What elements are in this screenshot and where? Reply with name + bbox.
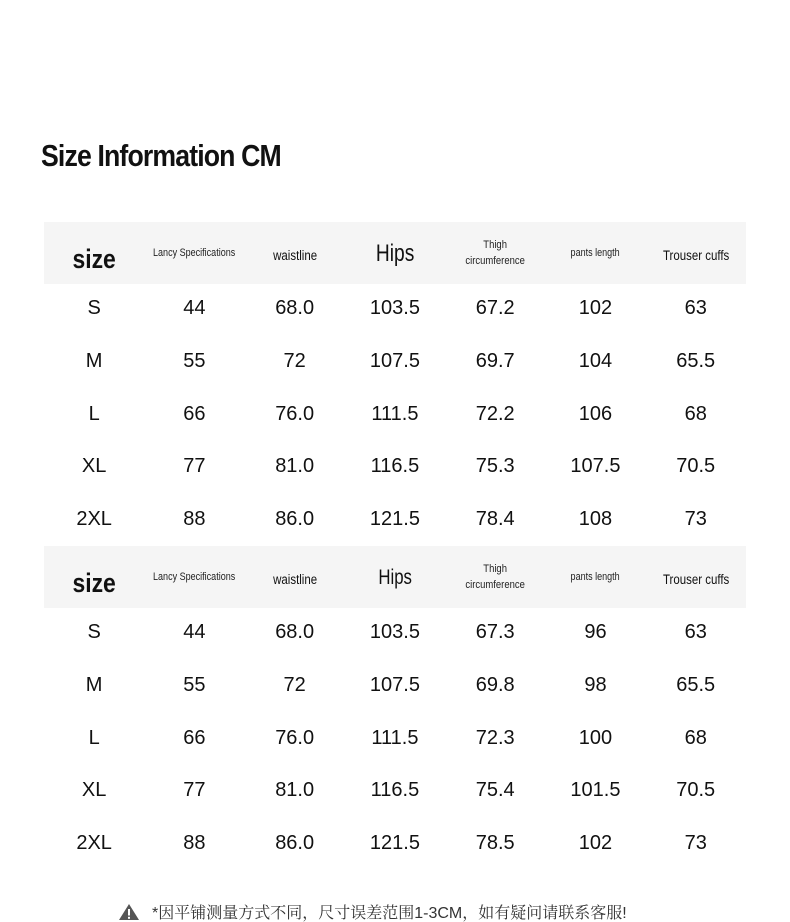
cell-size: XL (81, 778, 107, 801)
cell-pants-length: 98 (584, 673, 607, 696)
cell-lancy-spec: 55 (183, 349, 206, 372)
cell-pants-length: 107.5 (570, 454, 621, 477)
header-thigh-line1: Thigh (483, 563, 508, 575)
cell-lancy-spec: 88 (183, 507, 206, 530)
cell-waistline: 76.0 (275, 402, 315, 425)
cell-size: S (87, 296, 101, 319)
header-trouser-cuffs: Trouser cuffs (662, 247, 729, 263)
cell-trouser-cuffs: 63 (684, 620, 707, 643)
cell-trouser-cuffs: 65.5 (676, 673, 716, 696)
header-waistline: waistline (272, 247, 317, 263)
cell-pants-length: 96 (584, 620, 607, 643)
cell-pants-length: 102 (578, 296, 613, 319)
header-hips: Hips (375, 240, 415, 267)
cell-size: L (88, 402, 100, 425)
cell-trouser-cuffs: 70.5 (676, 778, 716, 801)
cell-lancy-spec: 44 (183, 296, 206, 319)
cell-hips: 107.5 (369, 349, 420, 372)
table-row (44, 818, 746, 868)
table-row (44, 494, 746, 544)
cell-lancy-spec: 66 (183, 402, 206, 425)
header-thigh-circumference (452, 561, 538, 593)
cell-hips: 111.5 (371, 726, 419, 749)
note-text: *因平铺测量方式不同，尺寸误差范围1-3CM，如有疑问请联系客服! (152, 905, 627, 922)
cell-lancy-spec: 77 (183, 454, 206, 477)
cell-waistline: 86.0 (275, 507, 315, 530)
cell-hips: 121.5 (369, 507, 420, 530)
cell-size: 2XL (76, 507, 112, 530)
page-title: Size Information CM (41, 138, 281, 173)
cell-pants-length: 108 (578, 507, 613, 530)
cell-hips: 103.5 (369, 296, 420, 319)
cell-waistline: 72 (283, 349, 306, 372)
cell-lancy-spec: 44 (183, 620, 206, 643)
cell-lancy-spec: 77 (183, 778, 206, 801)
cell-trouser-cuffs: 65.5 (676, 349, 716, 372)
header-lancy-specifications: Lancy Specifications (153, 247, 236, 259)
warning-icon (118, 903, 140, 921)
header-waistline: waistline (272, 571, 317, 587)
header-thigh-line1: Thigh (483, 239, 508, 251)
header-lancy-specifications: Lancy Specifications (153, 571, 236, 583)
cell-trouser-cuffs: 73 (684, 831, 707, 854)
header-size: size (72, 567, 116, 598)
table-row (44, 714, 746, 762)
cell-size: 2XL (76, 831, 112, 854)
cell-thigh: 75.4 (475, 778, 515, 801)
table-row (44, 656, 746, 714)
table-header-row (44, 546, 746, 608)
cell-thigh: 78.4 (475, 507, 515, 530)
cell-pants-length: 104 (578, 349, 613, 372)
header-pants-length: pants length (570, 247, 621, 259)
table-row (44, 284, 746, 332)
size-table-1 (44, 222, 746, 544)
header-pants-length: pants length (570, 571, 621, 583)
header-trouser-cuffs: Trouser cuffs (662, 571, 729, 587)
cell-thigh: 67.3 (475, 620, 515, 643)
cell-waistline: 86.0 (275, 831, 315, 854)
cell-thigh: 67.2 (475, 296, 515, 319)
cell-waistline: 81.0 (275, 778, 315, 801)
cell-pants-length: 100 (578, 726, 613, 749)
cell-thigh: 69.8 (475, 673, 515, 696)
cell-waistline: 72 (283, 673, 306, 696)
measurement-note (118, 900, 627, 922)
cell-trouser-cuffs: 68 (684, 726, 707, 749)
cell-thigh: 75.3 (475, 454, 515, 477)
size-table-2 (44, 546, 746, 868)
cell-hips: 116.5 (370, 454, 420, 477)
cell-thigh: 72.3 (475, 726, 515, 749)
cell-hips: 121.5 (369, 831, 420, 854)
cell-trouser-cuffs: 63 (684, 296, 707, 319)
cell-size: L (88, 726, 100, 749)
table-row (44, 608, 746, 656)
table-header-row (44, 222, 746, 284)
cell-size: M (85, 673, 103, 696)
cell-size: S (87, 620, 101, 643)
cell-pants-length: 101.5 (570, 778, 621, 801)
header-thigh-circumference (452, 237, 538, 269)
header-thigh-line2: circumference (465, 255, 525, 267)
header-size: size (72, 243, 116, 274)
cell-trouser-cuffs: 70.5 (676, 454, 716, 477)
cell-hips: 116.5 (370, 778, 420, 801)
cell-lancy-spec: 66 (183, 726, 206, 749)
table-row (44, 390, 746, 438)
cell-pants-length: 106 (578, 402, 613, 425)
cell-pants-length: 102 (578, 831, 613, 854)
header-hips: Hips (378, 566, 412, 589)
cell-lancy-spec: 88 (183, 831, 206, 854)
cell-thigh: 72.2 (475, 402, 515, 425)
cell-size: XL (81, 454, 107, 477)
table-row (44, 438, 746, 494)
table-row (44, 762, 746, 818)
cell-trouser-cuffs: 73 (684, 507, 707, 530)
cell-lancy-spec: 55 (183, 673, 206, 696)
cell-hips: 103.5 (369, 620, 420, 643)
cell-size: M (85, 349, 103, 372)
cell-thigh: 69.7 (475, 349, 515, 372)
cell-waistline: 81.0 (275, 454, 315, 477)
cell-waistline: 76.0 (275, 726, 315, 749)
header-thigh-line2: circumference (465, 579, 525, 591)
cell-thigh: 78.5 (475, 831, 515, 854)
table-row (44, 332, 746, 390)
cell-trouser-cuffs: 68 (684, 402, 707, 425)
cell-hips: 111.5 (371, 402, 419, 425)
cell-hips: 107.5 (369, 673, 420, 696)
cell-waistline: 68.0 (275, 620, 315, 643)
cell-waistline: 68.0 (275, 296, 315, 319)
